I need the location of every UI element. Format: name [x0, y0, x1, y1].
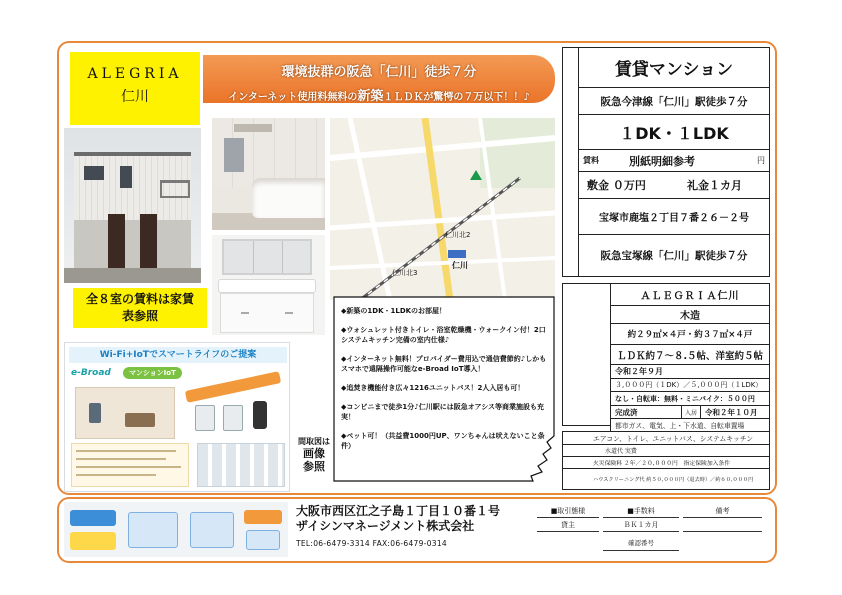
- building-lower-panel: [74, 220, 191, 270]
- property-logo: [70, 52, 200, 125]
- smartphone-icon: [253, 401, 267, 429]
- listing-header: 賃貸マンション: [578, 47, 770, 88]
- wifi-iot-ad: [64, 342, 290, 492]
- listing-room-detail: ＬＤＫ約７～８.５帖、洋室約５帖: [610, 344, 770, 365]
- terms-value: [683, 519, 762, 532]
- company-contact: TEL:06-6479-3314 FAX:06-6479-0314: [296, 539, 447, 548]
- diagram-box: [244, 510, 282, 524]
- listing-fee: ３,０００円（１DK）／５,０００円（１LDK）: [610, 378, 770, 392]
- app-screens-illustration: [197, 443, 285, 487]
- listing-access2: 阪急宝塚線「仁川」駅徒歩７分: [578, 234, 770, 277]
- transaction-terms: [537, 505, 762, 553]
- feature-item: ◆ウォシュレット付きトイレ・浴室乾燥機・ウォークイン付！2口システムキッチン完備の室内仕様♪: [341, 326, 546, 344]
- wifi-ad-brand: e-Broad: [71, 368, 111, 378]
- logo-sub: 仁川: [121, 89, 149, 105]
- terms-value: 貸主: [537, 519, 599, 532]
- listing-area: 約２９㎡×４戸・約３７㎡×４戸: [610, 323, 770, 345]
- bathroom-photo: [212, 118, 325, 230]
- diagram-box: [70, 532, 116, 550]
- terms-footer: 確認番号: [603, 535, 679, 551]
- listing-deposit-row: [578, 171, 770, 199]
- rent-note-line2: 表参照: [121, 309, 158, 323]
- bathtub: [252, 178, 325, 218]
- washbasin-photo: [212, 235, 325, 335]
- listing-water: 水道代 実費: [562, 444, 770, 457]
- deposit: 敷金 ０万円: [587, 179, 646, 192]
- wifi-ad-title: Wi-Fi+IoTでスマートライフのご提案: [69, 347, 287, 363]
- label-column-upper: [562, 47, 579, 277]
- key-money: 礼金１カ月: [687, 179, 742, 192]
- listing-move-in: 令和２年１０月: [700, 405, 770, 419]
- headline-line1: 環境抜群の阪急「仁川」徒歩７分: [281, 65, 477, 80]
- company-info: [296, 504, 526, 548]
- building-balcony: [160, 180, 190, 198]
- switch-icon: [195, 405, 215, 431]
- listing-utilities: 都市ガス、電気、上・下水道、自転車置場: [610, 418, 770, 432]
- feature-item: ◆新築の1DK・1LDKのお部屋！: [341, 307, 447, 315]
- rent-label: 賃料: [583, 156, 599, 165]
- rent-note: [73, 288, 207, 328]
- diagram-box: [70, 510, 116, 526]
- bathroom-vent: [234, 124, 272, 132]
- building-window: [84, 166, 104, 180]
- bathroom-mirror: [224, 138, 244, 172]
- map-station-label: 仁川: [452, 261, 468, 270]
- map-label: 仁川北3: [392, 269, 418, 277]
- internet-diagram: [64, 502, 288, 557]
- map-graphic: [330, 118, 555, 300]
- diagram-box: [190, 512, 234, 548]
- sofa-icon: [125, 413, 155, 427]
- terms-header: 備考: [683, 505, 762, 518]
- listing-rent-row: [578, 149, 770, 172]
- terms-header: ■手数料: [603, 505, 679, 518]
- listing-parking: なし・自転車：無料・ミニバイク：５００円: [610, 391, 770, 406]
- wifi-ad-ribbon: [185, 371, 281, 403]
- diagram-box: [128, 512, 178, 548]
- headline-line2-b: 新築: [357, 89, 384, 104]
- label-column-lower: [562, 283, 611, 426]
- rent-value: 別紙明細参考: [629, 154, 695, 168]
- listing-equipment: エアコン、トイレ、ユニットバス、システムキッチン: [562, 431, 770, 445]
- diagram-box: [246, 530, 280, 550]
- listing-structure: 木造: [610, 305, 770, 324]
- building-door: [108, 214, 125, 269]
- vanity-cabinet: [220, 293, 314, 333]
- headline-line2: [203, 85, 555, 104]
- listing-building-name: ＡＬＥＧＲＩＡ仁川: [610, 283, 770, 306]
- floorplan-note-line3: 参照: [303, 460, 325, 473]
- floorplan-note-line1: 間取図は: [298, 437, 330, 446]
- rent-unit: 円: [757, 156, 765, 165]
- listing-layout: １DK・１LDK: [578, 114, 770, 150]
- router-icon: [89, 403, 101, 423]
- wifi-ad-info: [71, 443, 189, 487]
- listing-status: 完成済: [610, 405, 682, 419]
- listing-panel: [562, 46, 770, 492]
- listing-access1: 阪急今津線「仁川」駅徒歩７分: [578, 87, 770, 115]
- company-address: 大阪市西区江之子島１丁目１０番１号: [296, 504, 501, 518]
- feature-item: ◆コンビニまで徒歩1分♪仁川駅には阪急オアシス等商業施設も充実！: [341, 403, 545, 421]
- wifi-ad-product: マンションIoT: [123, 367, 182, 379]
- building-window: [120, 166, 132, 188]
- feature-item: ◆ペット可！（共益費1000円UP、ワンちゃんは吠えないこと条件）: [341, 432, 545, 450]
- floorplan-note: [292, 436, 336, 473]
- building-ground: [64, 268, 201, 283]
- feature-item: ◆インターネット無料！プロバイダー費用込で通信費節約♪しかもスマホで遠隔操作可能なe-Broad IoT導入！: [341, 355, 547, 373]
- listing-built: 令和２年９月: [610, 364, 770, 379]
- headline-banner: [203, 55, 555, 103]
- headline-line2-c: １ＬＤＫが驚愕の７万以下！！♪: [383, 92, 530, 103]
- listing-cleaning: ハウスクリーニング代 約５０,０００円（退去時）／約６０,０００円: [562, 468, 770, 490]
- headline-line2-a: インターネット使用料無料の: [228, 92, 358, 103]
- building-door: [140, 214, 157, 269]
- listing-insurance: 火災保険料 ２年／２０,０００円 指定保険加入条件: [562, 456, 770, 469]
- move-in-label: 入居: [681, 405, 701, 419]
- features-box: [333, 296, 555, 482]
- floorplan-note-line2: 画像: [303, 447, 325, 460]
- features-list: [341, 306, 547, 460]
- map-label: 仁川北2: [445, 231, 471, 239]
- building-photo: [64, 128, 201, 283]
- vanity-mirror: [222, 239, 312, 275]
- listing-address: 宝塚市鹿塩２丁目７番２６－２号: [578, 198, 770, 235]
- area-map[interactable]: [330, 118, 555, 300]
- rent-note-line1: 全８室の賃料は家賃: [85, 292, 194, 306]
- logo-name: ALEGRIA: [87, 66, 183, 82]
- switch-icon: [223, 405, 243, 431]
- terms-header: ■取引態様: [537, 505, 599, 518]
- company-name: ザイシンマネージメント株式会社: [296, 519, 475, 533]
- vanity-sink: [218, 279, 316, 293]
- terms-value: ＢＫ１カ月: [603, 519, 679, 532]
- feature-item: ◆追焚き機能付き広々1216ユニットバス！2人入居も可！: [341, 384, 525, 392]
